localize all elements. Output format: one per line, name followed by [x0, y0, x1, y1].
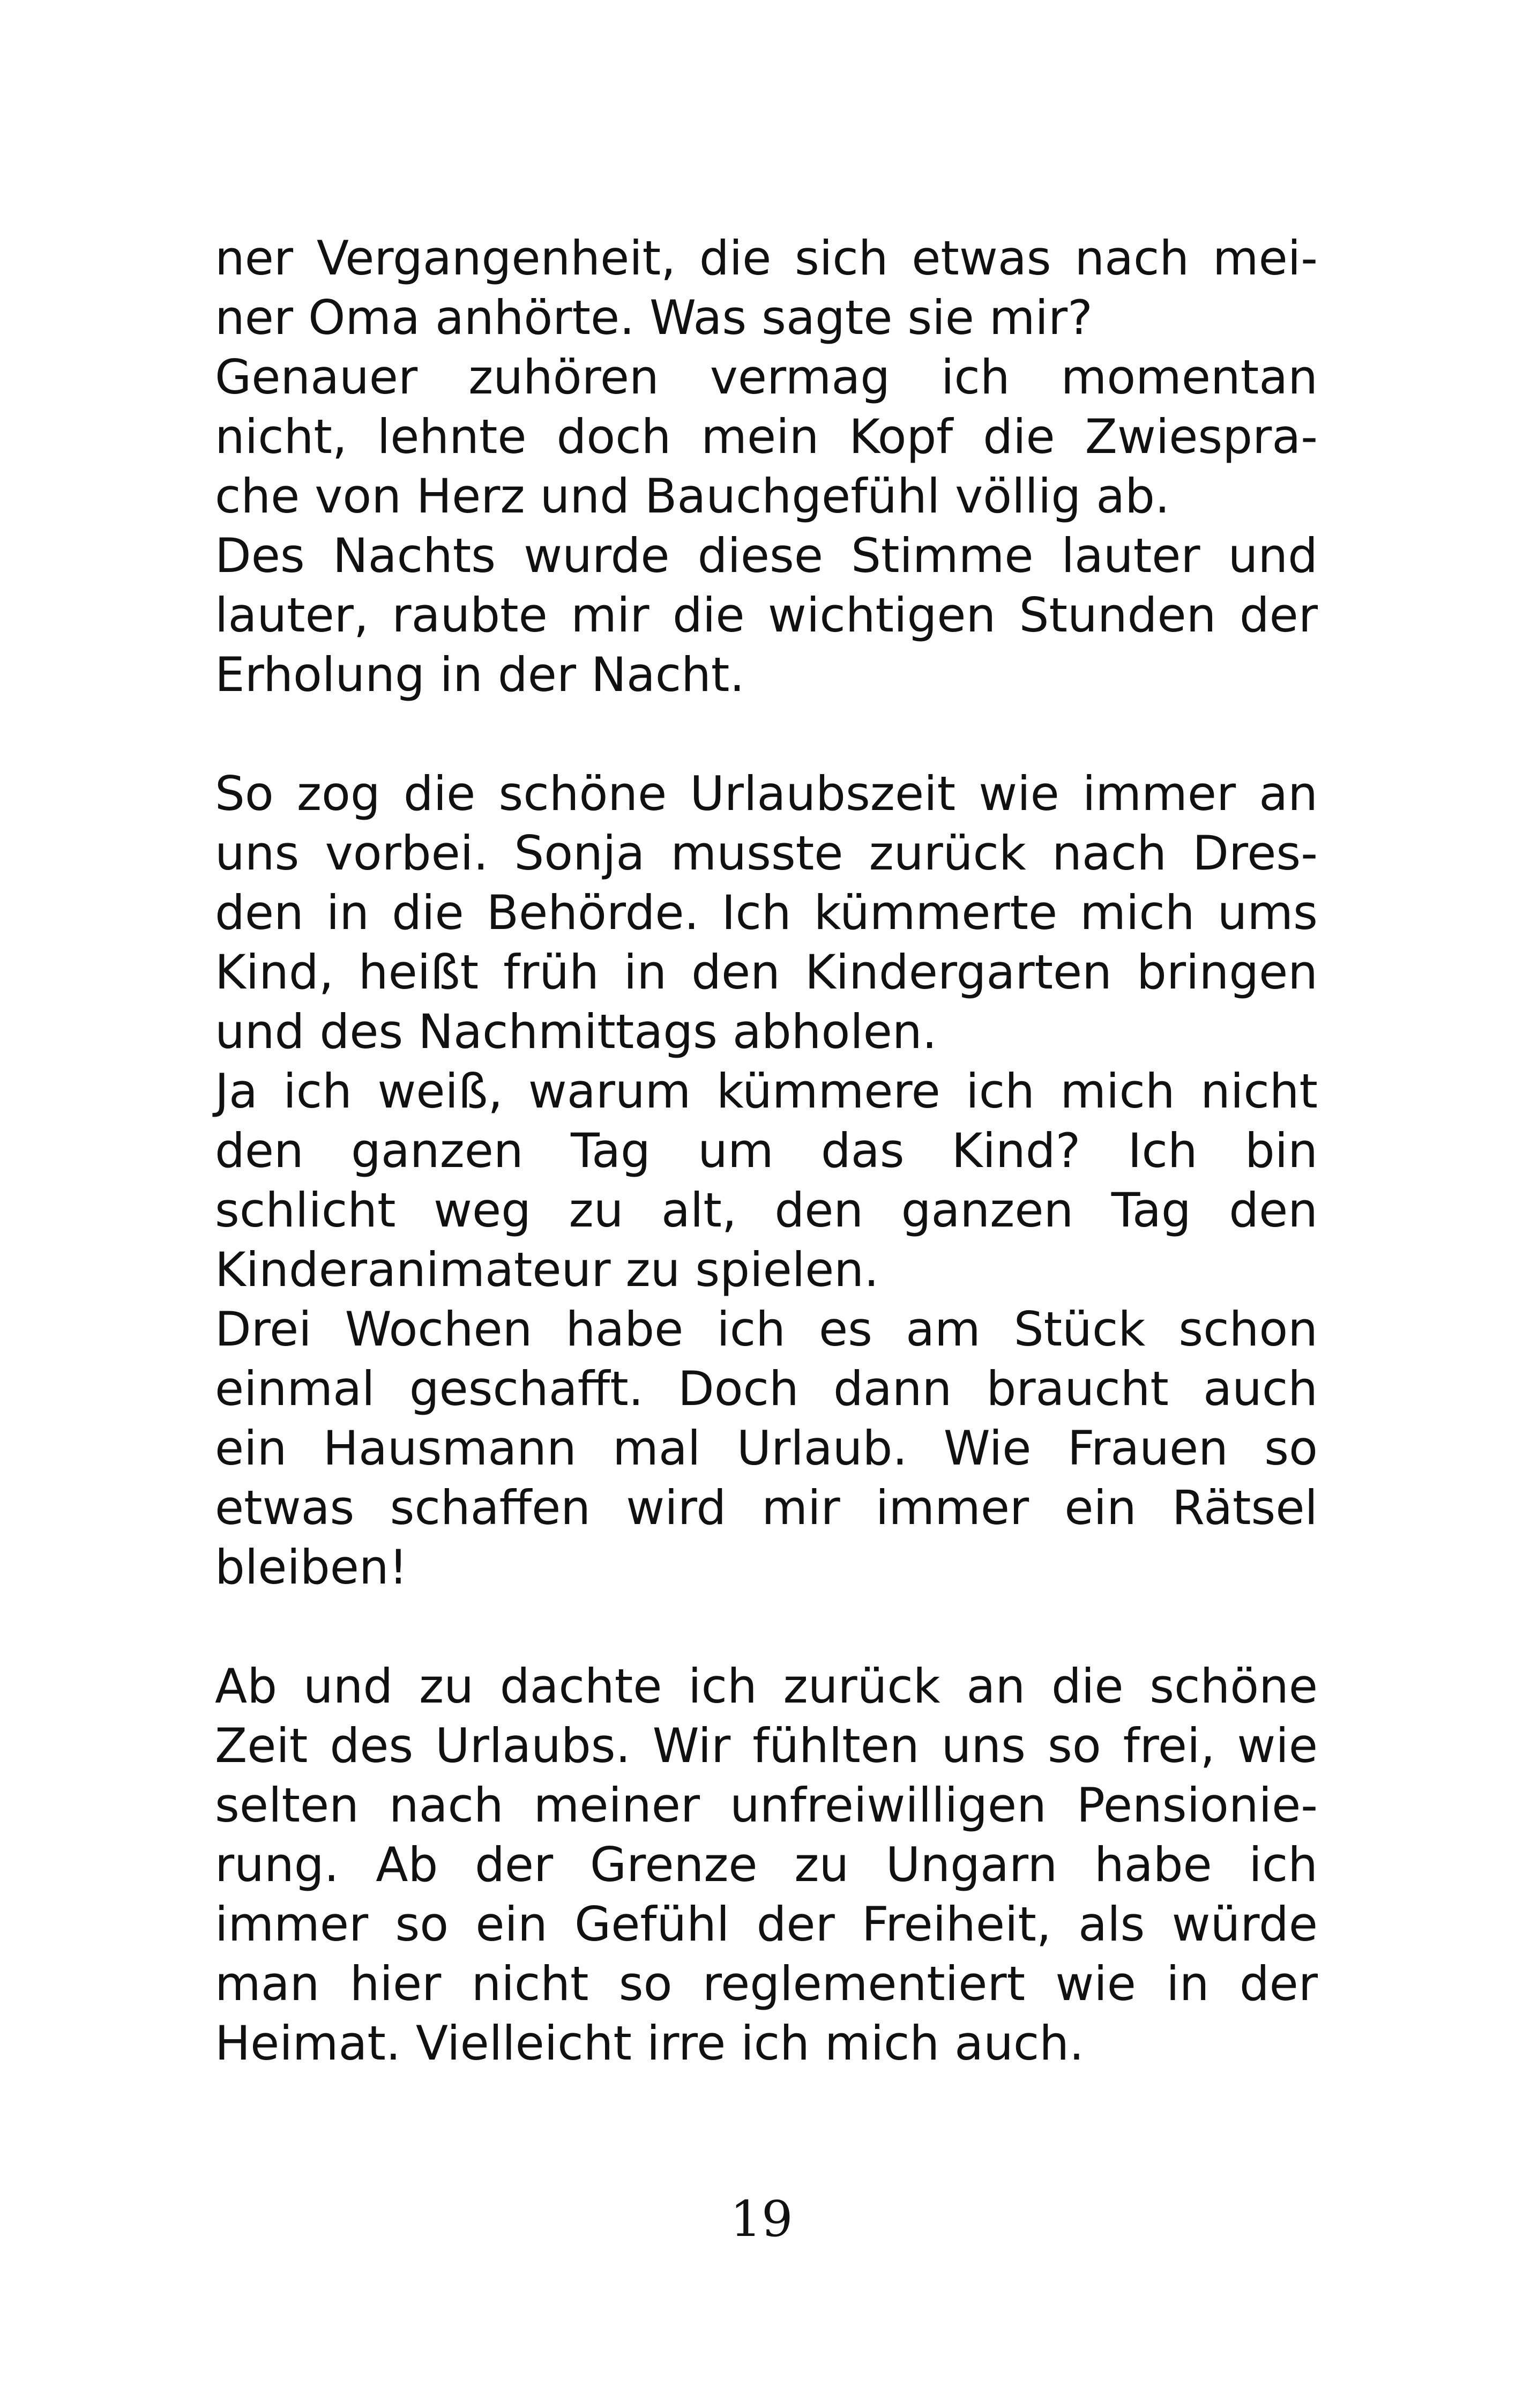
text-line: immer so ein Gefühl der Freiheit, als würde: [215, 1897, 1318, 1952]
text-line: Heimat. Vielleicht irre ich mich auch.: [215, 2016, 1084, 2071]
paragraph-gap: [215, 704, 1318, 764]
text-line: Ja ich weiß, warum kümmere ich mich nicht: [215, 1064, 1318, 1119]
text-line: Des Nachts wurde diese Stimme lauter und: [215, 528, 1318, 583]
paragraph: [215, 1299, 1318, 1597]
text-line: uns vorbei. Sonja musste zurück nach Dres-: [215, 826, 1318, 881]
text-line: den in die Behörde. Ich kümmerte mich ums: [215, 885, 1318, 940]
text-line: ein Hausmann mal Urlaub. Wie Frauen so: [215, 1421, 1318, 1476]
text-line: So zog die schöne Urlaubszeit wie immer an: [215, 766, 1318, 821]
text-line: Drei Wochen habe ich es am Stück schon: [215, 1302, 1318, 1357]
paragraph: [215, 1656, 1318, 2073]
text-line: ner Oma anhörte. Was sagte sie mir?: [215, 290, 1093, 345]
body-text: [215, 228, 1318, 2073]
paragraph-gap: [215, 1597, 1318, 1656]
text-line: selten nach meiner unfreiwilligen Pensionie-: [215, 1778, 1318, 1833]
text-line: Genauer zuhören vermag ich momentan: [215, 350, 1318, 405]
text-line: man hier nicht so reglementiert wie in der: [215, 1956, 1318, 2011]
paragraph: [215, 764, 1318, 1061]
text-line: Erholung in der Nacht.: [215, 647, 745, 702]
page-number: 19: [730, 2190, 793, 2248]
text-line: lauter, raubte mir die wichtigen Stunden der: [215, 588, 1318, 643]
text-line: Zeit des Urlaubs. Wir fühlten uns so frei, wie: [215, 1718, 1318, 1773]
text-line: rung. Ab der Grenze zu Ungarn habe ich: [215, 1837, 1318, 1892]
text-line: Ab und zu dachte ich zurück an die schöne: [215, 1659, 1318, 1714]
text-line: und des Nachmittags abholen.: [215, 1004, 937, 1059]
text-line: Kind, heißt früh in den Kindergarten bringen: [215, 945, 1318, 1000]
paragraph: [215, 1061, 1318, 1299]
paragraph: [215, 526, 1318, 704]
text-line: einmal geschafft. Doch dann braucht auch: [215, 1361, 1318, 1416]
text-line: che von Herz und Bauchgefühl völlig ab.: [215, 469, 1170, 524]
text-line: ner Vergangenheit, die sich etwas nach mei-: [215, 231, 1318, 286]
text-line: Kinderanimateur zu spielen.: [215, 1242, 879, 1297]
text-line: nicht, lehnte doch mein Kopf die Zwiespra-: [215, 409, 1318, 464]
text-line: schlicht weg zu alt, den ganzen Tag den: [215, 1183, 1318, 1238]
paragraph: [215, 228, 1318, 347]
text-line: den ganzen Tag um das Kind? Ich bin: [215, 1123, 1318, 1178]
text-line: etwas schaffen wird mir immer ein Rätsel: [215, 1480, 1318, 1535]
text-line: bleiben!: [215, 1540, 408, 1595]
paragraph: [215, 347, 1318, 526]
